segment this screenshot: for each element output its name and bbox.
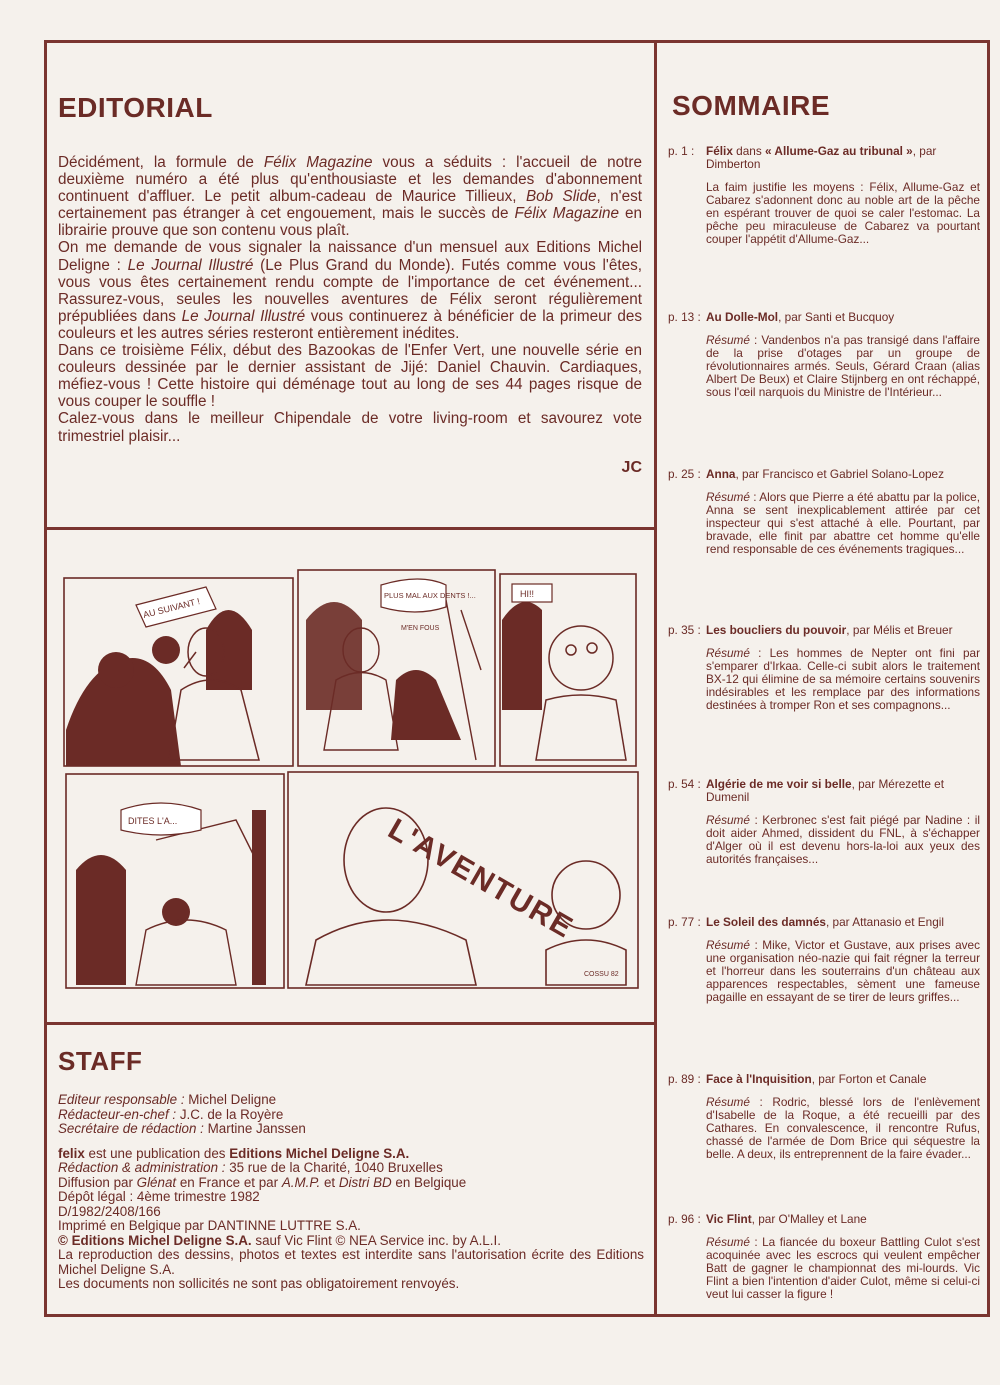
editorial-title: EDITORIAL	[58, 92, 213, 123]
staff-printed: Imprimé en Belgique par DANTINNE LUTTRE S.A.	[58, 1218, 361, 1233]
entry-authors: , par Mélis et Breuer	[846, 623, 953, 637]
staff-text: est une publication des	[84, 1145, 230, 1161]
sommaire-entry	[668, 1073, 980, 1161]
entry-summary-text: : Vandenbos n'a pas transigé dans l'affaire de la prise d'otages par un groupe de révolutionnaires armés. Seuls, Gérard Craan (alias Albert De Beux) et Claire Stijnberg en ont réchappé, sous l'œil narquois du Ministre de l'Intérieur...	[706, 333, 980, 399]
entry-summary-text: : Mike, Victor et Gustave, aux prises avec une organisation néo-nazie qui fait régner la terreur et l'horreur dans les souterrains d'un château aux apparences respectables, sèment une fameuse pagaille en essayant de se tirer de leurs griffes...	[706, 938, 980, 1004]
editorial-section	[58, 92, 642, 477]
editorial-text: (Le Plus Grand du Monde). Futés comme vous l'êtes, vous vous êtes certainement rendu compte de l'importance de cet événement... Rassurez-vous, seules les nouvelles aventures de Félix seront régulièrement prépubliées dans	[58, 256, 642, 325]
entry-header	[668, 1073, 980, 1086]
entry-summary	[706, 647, 980, 712]
entry-title-text: Vic Flint	[706, 1212, 752, 1226]
entry-title	[706, 916, 980, 929]
entry-header	[668, 1213, 980, 1226]
entry-resume-label: Résumé	[706, 490, 750, 504]
entry-summary	[706, 1096, 980, 1161]
sommaire-entry	[668, 916, 980, 1004]
entry-title	[706, 778, 980, 804]
entry-resume-label: Résumé	[706, 1095, 750, 1109]
entry-authors: , par Forton et Canale	[811, 1072, 927, 1086]
comic-bubble-4: DITES L'A...	[128, 816, 178, 826]
staff-value: Martine Janssen	[203, 1121, 306, 1136]
entry-header	[668, 145, 980, 171]
entry-title-text: Au Dolle-Mol	[706, 310, 779, 324]
sommaire-entry	[668, 468, 980, 556]
staff-label: Editeur responsable :	[58, 1092, 185, 1107]
entry-title	[706, 468, 980, 481]
entry-title-text: Algérie de me voir si belle	[706, 777, 852, 791]
staff-text: felix	[58, 1145, 85, 1161]
entry-page: p. 25 :	[668, 467, 701, 481]
entry-page: p. 54 :	[668, 777, 701, 791]
staff-chief	[58, 1108, 644, 1123]
editorial-text: en librairie prouve que son contenu vous plaît.	[58, 205, 642, 240]
entry-header	[668, 778, 980, 804]
staff-text: Distri BD	[338, 1174, 392, 1190]
entry-summary	[706, 181, 980, 246]
entry-summary	[706, 334, 980, 399]
entry-title-text: Anna	[706, 467, 736, 481]
column-divider	[654, 40, 657, 1317]
entry-header	[668, 311, 980, 324]
entry-title-text: Face à l'Inquisition	[706, 1072, 812, 1086]
entry-title	[706, 624, 980, 637]
staff-text: Diffusion par	[58, 1174, 137, 1190]
staff-text: A.M.P.	[281, 1174, 321, 1190]
staff-editor	[58, 1093, 644, 1108]
entry-title	[706, 145, 980, 171]
entry-title-text: « Allume-Gaz au tribunal »	[765, 144, 913, 158]
divider-editorial	[44, 527, 657, 530]
staff-reproduction: La reproduction des dessins, photos et textes est interdite sans l'autorisation écrite des Editions Michel Deligne S.A.	[58, 1247, 644, 1277]
editorial-text: Bob Slide	[525, 188, 597, 206]
staff-publisher	[58, 1147, 644, 1162]
comic-bubble-3: HI!!	[520, 589, 535, 599]
sommaire-entry	[668, 311, 980, 399]
entry-resume-label: Résumé	[706, 813, 750, 827]
comic-bubble-2b: M'EN FOUS	[401, 625, 440, 632]
staff-label: Rédacteur-en-chef :	[58, 1106, 177, 1122]
entry-resume-label: Résumé	[706, 1235, 750, 1249]
comic-sound-effect: L'AVENTURE	[382, 812, 580, 946]
entry-page: p. 77 :	[668, 915, 701, 929]
staff-address	[58, 1161, 644, 1176]
entry-authors: , par Santi et Bucquoy	[778, 310, 895, 324]
entry-summary	[706, 939, 980, 1004]
staff-text: et	[320, 1174, 339, 1190]
entry-title-text: Félix	[706, 144, 733, 158]
entry-summary-text: : Alors que Pierre a été abattu par la police, Anna se sent inexplicablement attirée par cet inspecteur qui s'est attaché à elle. Pourtant, par bravade, elle finit par abattre cet homme qu'elle rend responsable de ces événements tragiques...	[706, 490, 980, 556]
staff-label: Rédaction & administration :	[58, 1160, 226, 1175]
staff-text: Glénat	[136, 1174, 177, 1190]
editorial-text: On me demande de vous signaler la naissance d'un mensuel aux Editions Michel Deligne :	[58, 239, 642, 274]
staff-section	[58, 1046, 644, 1292]
staff-copyright	[58, 1234, 644, 1249]
entry-authors: , par Dimberton	[706, 144, 937, 171]
editorial-body	[58, 154, 642, 445]
staff-text: sauf Vic Flint © NEA Service inc. by A.L.I.	[251, 1232, 501, 1248]
entry-page: p. 96 :	[668, 1212, 701, 1226]
staff-text: © Editions Michel Deligne S.A.	[58, 1232, 252, 1248]
entry-authors: , par Francisco et Gabriel Solano-Lopez	[735, 467, 945, 481]
staff-secretary	[58, 1122, 644, 1137]
comic-bubble-2a: PLUS MAL AUX DENTS !...	[384, 591, 476, 600]
editorial-text: vous a séduits : l'accueil de notre deuxième numéro a été plus qu'enthousiaste et les demandes d'abonnement continuent d'affluer. Le petit album-cadeau de Maurice Tillieux,	[58, 154, 642, 206]
sommaire-entry	[668, 1213, 980, 1301]
entry-authors: , par O'Malley et Lane	[751, 1212, 867, 1226]
entry-resume-label: Résumé	[706, 646, 750, 660]
entry-summary-text: : Kerbronec s'est fait piégé par Nadine : il doit aider Ahmed, dissident du FNL, à s'échapper d'Alger où il est devenu hors-la-loi aux yeux des autorités françaises...	[706, 813, 980, 866]
entry-resume-label: Résumé	[706, 938, 750, 952]
staff-value: Michel Deligne	[184, 1092, 277, 1107]
entry-title-text: Les boucliers du pouvoir	[706, 623, 847, 637]
editorial-signature: JC	[621, 458, 642, 476]
staff-value: J.C. de la Royère	[176, 1106, 284, 1122]
entry-page: p. 35 :	[668, 623, 701, 637]
divider-staff	[44, 1022, 657, 1025]
editorial-text: , n'est certainement pas étranger à cet engouement, mais le succès de	[58, 188, 643, 223]
entry-summary-text: : Les hommes de Nepter ont fini par s'emparer d'Irkaa. Celle-ci subit alors le traitement BX-12 qui élimine de sa mémoire certains souvenirs indésirables et les remplace par des informations destinées à tromper Ron et ses compagnons...	[706, 646, 980, 712]
editorial-text: Calez-vous dans le meilleur Chipendale de votre living-room et savourez vote trimestriel plaisir...	[58, 410, 642, 445]
entry-header	[668, 624, 980, 637]
entry-authors: , par Mérezette et Dumenil	[706, 777, 945, 804]
entry-header	[668, 468, 980, 481]
staff-depot: Dépôt légal : 4ème trimestre 1982	[58, 1189, 260, 1204]
comic-strip	[56, 540, 650, 1016]
entry-summary	[706, 491, 980, 556]
editorial-text: Félix Magazine	[263, 154, 373, 171]
staff-documents: Les documents non sollicités ne sont pas obligatoirement renvoyés.	[58, 1276, 460, 1291]
staff-dnum: D/1982/2408/166	[58, 1203, 161, 1219]
editorial-text: Décidément, la formule de	[58, 154, 264, 171]
sommaire-entry	[668, 624, 980, 712]
staff-value: 35 rue de la Charité, 1040 Bruxelles	[225, 1160, 443, 1175]
entry-summary	[706, 814, 980, 866]
staff-text: Editions Michel Deligne S.A.	[229, 1145, 410, 1161]
entry-summary-text: : La fiancée du boxeur Battling Culot s'est acoquinée avec les escrocs qui veulent empêcher Batt de gagner le championnat des mi-lourds. Vic Flint a bien l'intention d'aider Culot, même si celui-ci veut lui casser la figure !	[706, 1235, 980, 1301]
sommaire-title: SOMMAIRE	[672, 90, 830, 121]
staff-text: en Belgique	[391, 1174, 467, 1190]
entry-page: p. 13 :	[668, 310, 701, 324]
editorial-text: Félix Magazine	[514, 205, 620, 223]
entry-summary-text: : Rodric, blessé lors de l'enlèvement d'Isabelle de la Roque, a été recueilli par des Cathares. En convalescence, il rencontre Rufus, chassé de l'armée de Dom Brice qui séquestre la belle. A deux, ils entreprennent de la faire évader...	[706, 1095, 980, 1161]
entry-summary	[706, 1236, 980, 1301]
staff-text: en France et par	[176, 1174, 282, 1190]
staff-distribution	[58, 1176, 644, 1191]
entry-summary-text: La faim justifie les moyens : Félix, Allume-Gaz et Cabarez s'adonnent donc au noble art de la pêche en espérant trouver de quoi se caler l'estomac. La pêche peu miraculeuse de Cabarez va pourtant couper l'appétit d'Allume-Gaz...	[706, 180, 980, 246]
sommaire-entry	[668, 145, 980, 246]
staff-credits	[58, 1093, 644, 1292]
entry-authors: , par Attanasio et Engil	[825, 915, 945, 929]
entry-title-text: Le Soleil des damnés	[706, 915, 826, 929]
staff-label: Secrétaire de rédaction :	[58, 1121, 204, 1136]
entry-page: p. 1 :	[668, 144, 695, 158]
entry-title-mid: dans	[732, 144, 766, 158]
comic-bubble-1: AU SUIVANT !	[142, 596, 201, 620]
entry-title	[706, 1073, 980, 1086]
editorial-text: vous continuerez à bénéficier de la primeur des couleurs et les autres séries resteront entièrement inédites.	[58, 307, 642, 342]
entry-title	[706, 311, 980, 324]
entry-resume-label: Résumé	[706, 333, 750, 347]
entry-title	[706, 1213, 980, 1226]
sommaire-entry	[668, 778, 980, 866]
entry-header	[668, 916, 980, 929]
editorial-text: Le Journal Illustré	[181, 307, 306, 325]
entry-page: p. 89 :	[668, 1072, 701, 1086]
staff-title: STAFF	[58, 1046, 143, 1076]
editorial-text: Le Journal Illustré	[127, 256, 254, 274]
comic-artist-signature: COSSU 82	[584, 971, 619, 978]
editorial-text: Dans ce troisième Félix, début des Bazookas de l'Enfer Vert, une nouvelle série en couleurs dessinée par le dernier assistant de Jijé: Daniel Chauvin. Cardiaques, méfiez-vous ! Cette histoire qui déménage tout au long de ses 44 pages risque de vous couper le souffle !	[58, 342, 642, 411]
sommaire-section	[672, 90, 980, 122]
